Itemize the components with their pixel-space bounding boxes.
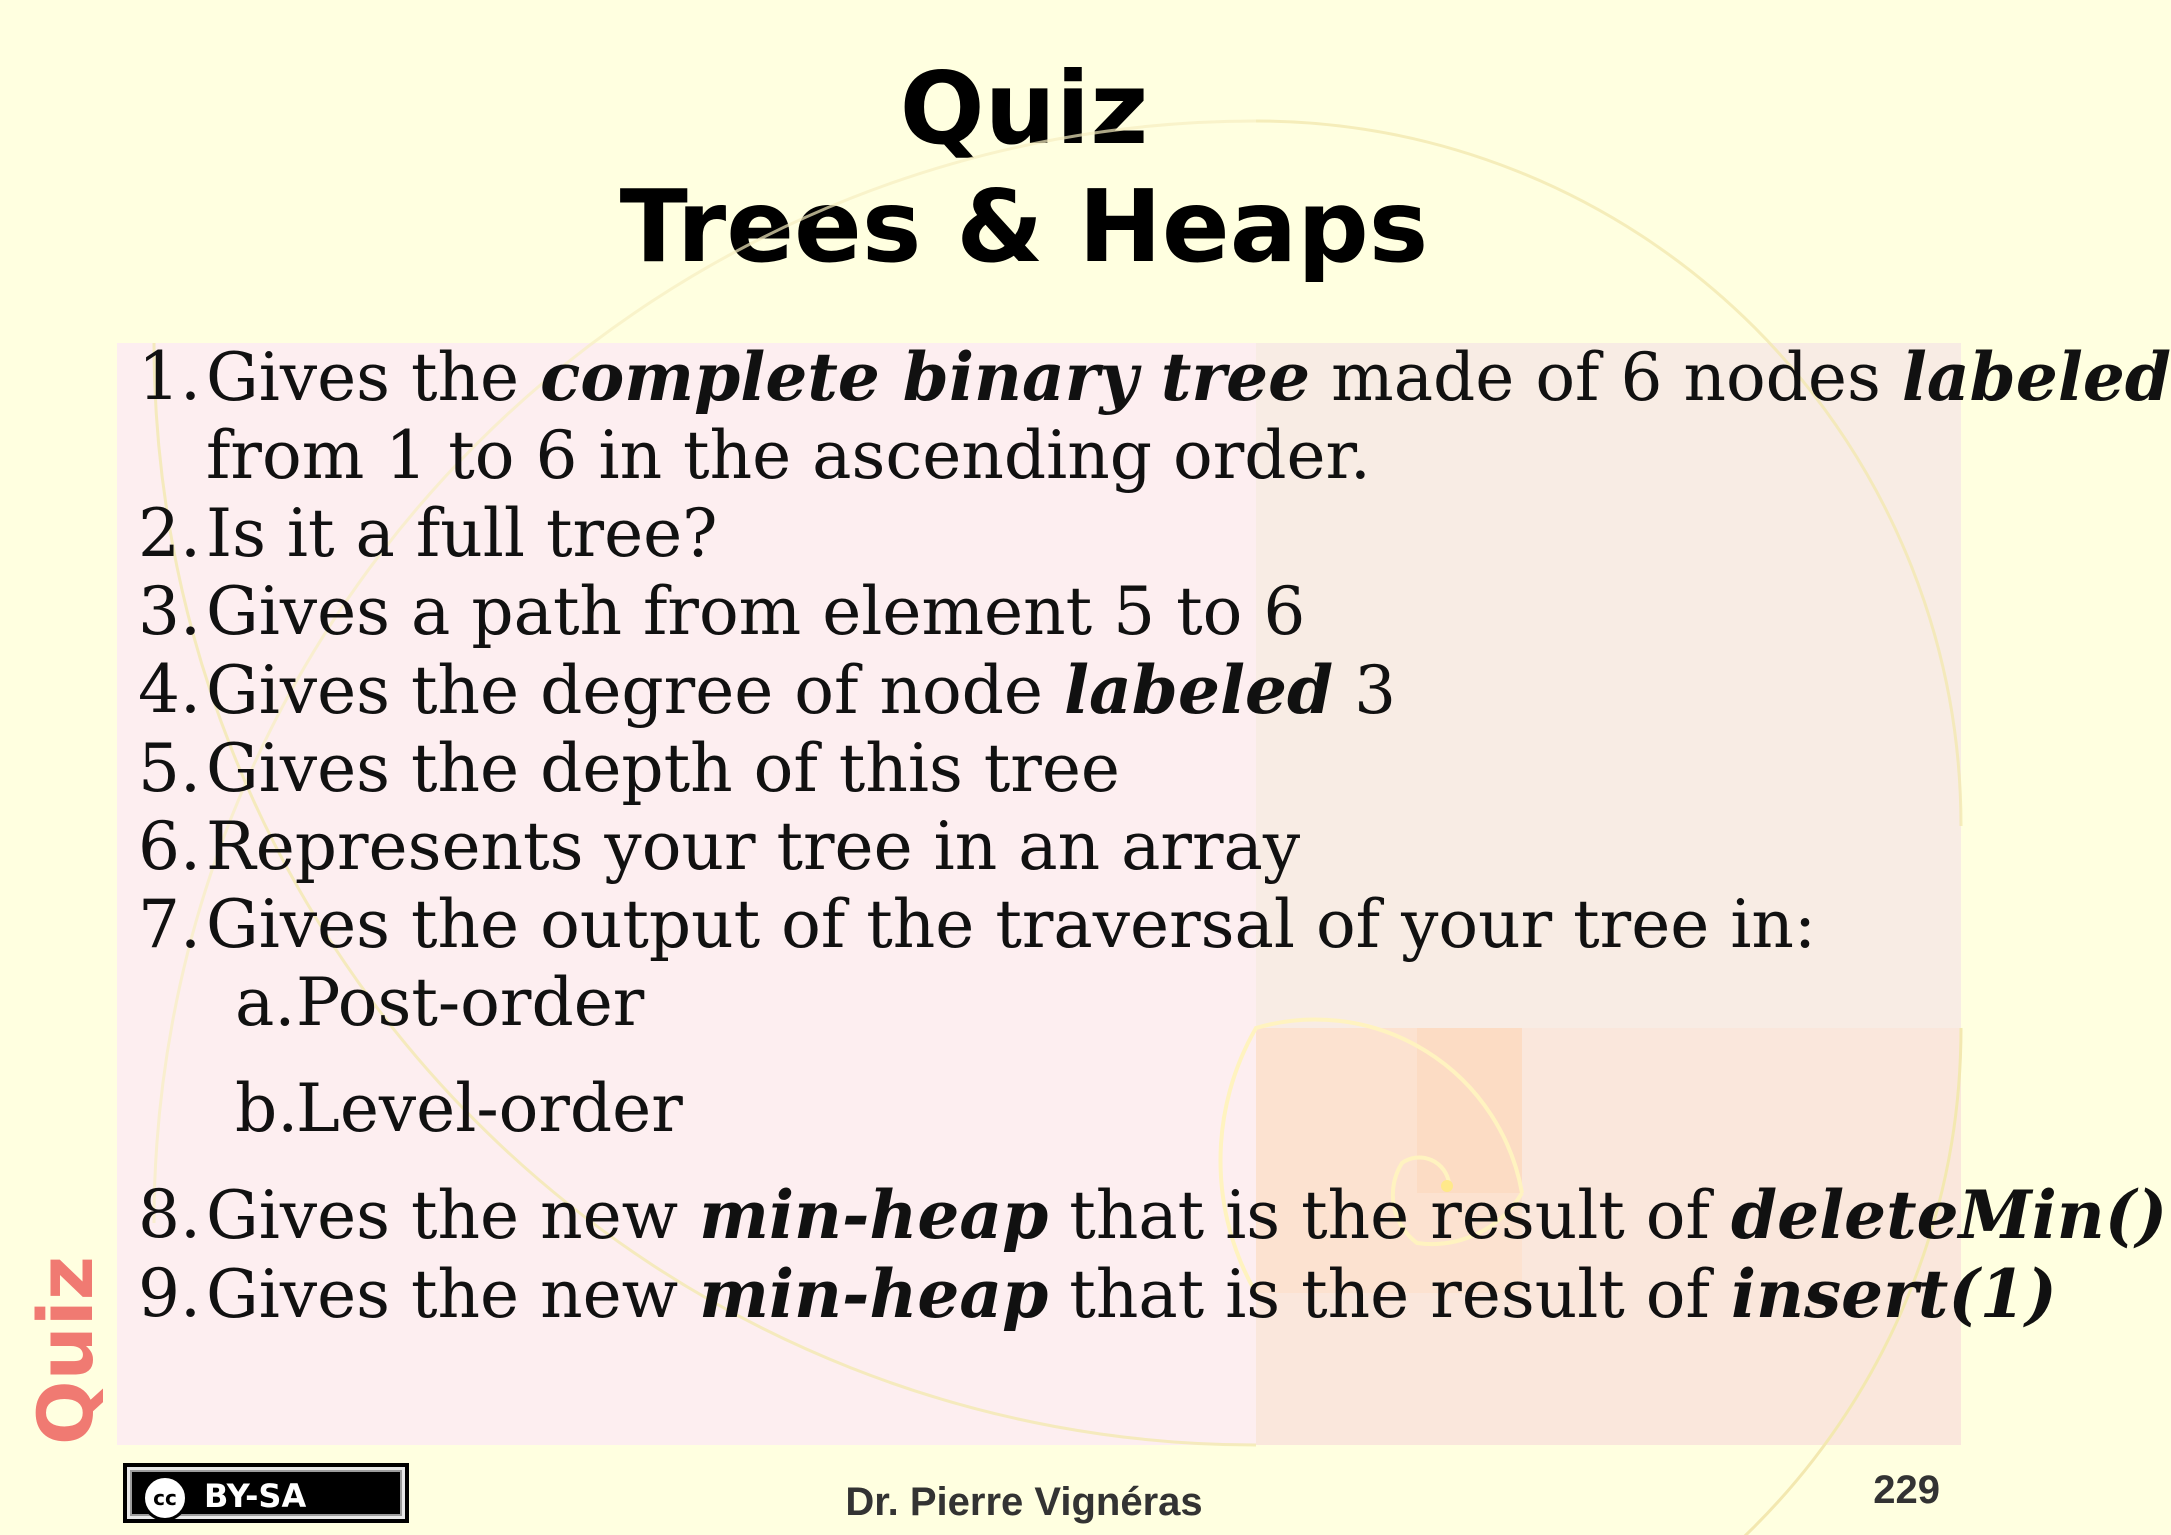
list-item bbox=[138, 808, 1958, 886]
item-text: that is the result of bbox=[1048, 1256, 1731, 1333]
item-emphasis: complete binary tree bbox=[540, 338, 1311, 416]
list-item bbox=[138, 1176, 2168, 1255]
page-number: 229 bbox=[1873, 1468, 1940, 1512]
item-emphasis: min-heap bbox=[699, 1176, 1049, 1254]
item-text: Is it a full tree? bbox=[206, 495, 718, 572]
item-text: Gives the new bbox=[206, 1177, 700, 1254]
item-number: 7. bbox=[138, 886, 201, 963]
license-text: BY-SA bbox=[204, 1477, 307, 1515]
list-item bbox=[138, 338, 2171, 417]
slide-title bbox=[0, 50, 2048, 286]
item-number: 4. bbox=[138, 651, 201, 728]
list-item bbox=[138, 886, 1958, 964]
list-item bbox=[138, 1255, 2057, 1334]
title-line-quiz: Quiz bbox=[899, 50, 1149, 167]
item-emphasis: insert(1) bbox=[1730, 1255, 2057, 1333]
item-text: Represents your tree in an array bbox=[206, 808, 1301, 885]
item-number: 2. bbox=[138, 495, 201, 572]
sub-item-letter: b. bbox=[235, 1070, 299, 1147]
list-item-continuation bbox=[138, 417, 1958, 495]
item-text: made of 6 nodes bbox=[1310, 339, 1902, 416]
item-text: Gives the depth of this tree bbox=[206, 730, 1120, 807]
item-text: Gives the degree of node bbox=[206, 652, 1064, 729]
item-text: Gives a path from element 5 to 6 bbox=[206, 573, 1306, 650]
item-emphasis: labeled bbox=[1901, 338, 2171, 416]
question-list bbox=[138, 338, 2171, 1334]
item-text: 3 bbox=[1333, 652, 1397, 729]
item-text: that is the result of bbox=[1048, 1177, 1731, 1254]
title-line-topic: Trees & Heaps bbox=[619, 168, 1429, 285]
item-text: Gives the bbox=[206, 339, 541, 416]
item-number: 8. bbox=[138, 1176, 201, 1253]
item-emphasis: labeled bbox=[1063, 651, 1334, 729]
item-emphasis: min-heap bbox=[699, 1255, 1049, 1333]
list-item bbox=[138, 730, 1958, 808]
item-number: 6. bbox=[138, 808, 201, 885]
cc-logo-icon: cc bbox=[142, 1475, 188, 1521]
author-footer: Dr. Pierre Vignéras bbox=[845, 1480, 1203, 1524]
item-text: Gives the output of the traversal of your tree in: bbox=[206, 886, 1817, 963]
side-quiz-label: Quiz bbox=[21, 1256, 110, 1445]
sub-item-letter: a. bbox=[235, 964, 296, 1041]
item-emphasis: deleteMin() bbox=[1730, 1176, 2168, 1254]
item-text: from 1 to 6 in the ascending order. bbox=[206, 417, 1371, 494]
item-number: 1. bbox=[138, 338, 201, 415]
list-item bbox=[138, 651, 1958, 730]
sub-item-text: Level-order bbox=[296, 1070, 683, 1147]
list-item bbox=[138, 573, 1958, 651]
sub-item-text: Post-order bbox=[296, 964, 645, 1041]
item-number: 5. bbox=[138, 730, 201, 807]
item-text: Gives the new bbox=[206, 1256, 700, 1333]
item-number: 9. bbox=[138, 1255, 201, 1332]
item-number: 3. bbox=[138, 573, 201, 650]
list-item bbox=[138, 495, 1958, 573]
sub-list-item bbox=[138, 964, 1958, 1042]
sub-list-item bbox=[138, 1070, 1958, 1148]
